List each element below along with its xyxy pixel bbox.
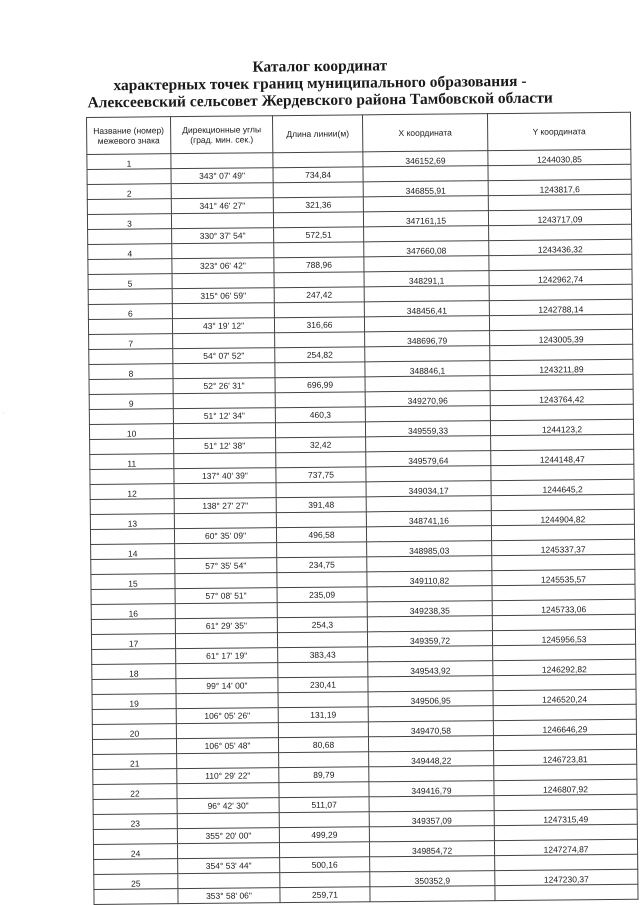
direction-angle: 341° 46' 27" <box>171 198 273 214</box>
line-length: 788,96 <box>274 257 364 273</box>
catalog-title <box>0 55 640 113</box>
empty-cell <box>493 644 636 660</box>
empty-cell <box>173 333 275 349</box>
line-length: 383,43 <box>278 647 368 663</box>
x-coordinate: 349470,58 <box>368 721 493 737</box>
direction-angle: 315° 06' 59" <box>172 288 274 304</box>
empty-cell <box>175 573 277 589</box>
y-coordinate: 1246807,92 <box>494 779 637 795</box>
empty-cell <box>92 649 176 665</box>
empty-cell <box>91 559 175 575</box>
empty-cell <box>363 166 488 182</box>
empty-cell <box>88 319 172 335</box>
empty-cell <box>273 212 363 228</box>
empty-cell <box>492 554 635 570</box>
line-length: 696,99 <box>275 377 365 393</box>
line-length: 247,42 <box>274 287 364 303</box>
empty-cell <box>89 379 173 395</box>
empty-cell <box>364 286 489 302</box>
empty-cell <box>94 859 178 875</box>
empty-cell <box>273 182 363 198</box>
empty-cell <box>177 753 279 769</box>
empty-cell <box>175 633 277 649</box>
direction-angle: 110° 29' 22" <box>177 768 279 784</box>
line-length: 496,58 <box>276 527 366 543</box>
empty-cell <box>368 676 493 692</box>
y-coordinate: 1245733,06 <box>492 599 635 615</box>
empty-cell <box>488 164 631 180</box>
y-coordinate: 1243764,42 <box>490 389 633 405</box>
empty-cell <box>87 169 171 185</box>
empty-cell <box>491 434 634 450</box>
x-coordinate: 348291,1 <box>364 271 489 287</box>
empty-cell <box>173 423 275 439</box>
empty-cell <box>89 409 173 425</box>
x-coordinate: 348846,1 <box>365 361 490 377</box>
empty-cell <box>369 826 494 842</box>
direction-angle: 354° 53' 44" <box>178 858 280 874</box>
y-coordinate: 1243005,39 <box>490 329 633 345</box>
x-coordinate: 348456,41 <box>364 301 489 317</box>
point-number: 24 <box>93 844 177 860</box>
point-number: 21 <box>93 754 177 770</box>
empty-cell <box>364 256 489 272</box>
empty-cell <box>172 303 274 319</box>
empty-cell <box>93 799 177 815</box>
x-coordinate: 348985,03 <box>367 541 492 557</box>
scan-margin-mark: · <box>2 410 5 417</box>
empty-cell <box>275 332 365 348</box>
line-length: 235,09 <box>277 587 367 603</box>
direction-angle: 330° 37' 54" <box>172 228 274 244</box>
x-coordinate: 346152,69 <box>363 151 488 167</box>
direction-angle: 96° 42' 30" <box>177 798 279 814</box>
empty-cell <box>369 766 494 782</box>
title-line-2: характерных точек границ муниципального образования - <box>113 72 527 95</box>
empty-cell <box>275 362 365 378</box>
point-number: 9 <box>89 394 173 410</box>
empty-cell <box>489 254 632 270</box>
empty-cell <box>493 674 636 690</box>
empty-cell <box>274 272 364 288</box>
direction-angle: 52° 26' 31" <box>173 378 275 394</box>
point-number: 12 <box>90 484 174 500</box>
x-coordinate: 348696,79 <box>365 331 490 347</box>
table-header-row <box>87 112 631 154</box>
empty-cell <box>364 226 489 242</box>
line-length: 321,36 <box>273 197 363 213</box>
empty-cell <box>490 374 633 390</box>
empty-cell <box>491 524 634 540</box>
x-coordinate: 346855,91 <box>363 181 488 197</box>
empty-cell <box>176 693 278 709</box>
empty-cell <box>173 393 275 409</box>
empty-cell <box>278 692 368 708</box>
empty-cell <box>90 469 174 485</box>
line-length: 734,84 <box>273 167 363 183</box>
empty-cell <box>366 526 491 542</box>
empty-cell <box>92 709 176 725</box>
empty-cell <box>88 289 172 305</box>
empty-cell <box>173 363 275 379</box>
x-coordinate: 349559,33 <box>365 421 490 437</box>
empty-cell <box>93 769 177 785</box>
empty-cell <box>171 153 273 169</box>
title-line-1: Каталог координат <box>252 57 388 76</box>
point-number: 5 <box>88 274 172 290</box>
empty-cell <box>87 199 171 215</box>
empty-cell <box>279 782 369 798</box>
empty-cell <box>494 794 637 810</box>
empty-cell <box>365 406 490 422</box>
line-length: 511,07 <box>279 797 369 813</box>
empty-cell <box>279 752 369 768</box>
empty-cell <box>365 346 490 362</box>
header-x: X координата <box>362 114 487 152</box>
header-length: Длина линии(м) <box>272 115 362 153</box>
y-coordinate: 1242962,74 <box>489 269 632 285</box>
empty-cell <box>491 464 634 480</box>
x-coordinate: 349506,95 <box>368 691 493 707</box>
direction-angle: 138° 27' 27" <box>174 498 276 514</box>
y-coordinate: 1246520,24 <box>493 689 636 705</box>
x-coordinate: 349110,82 <box>367 571 492 587</box>
line-length: 460,3 <box>275 407 365 423</box>
empty-cell <box>175 543 277 559</box>
y-coordinate: 1247315,49 <box>494 809 637 825</box>
empty-cell <box>490 344 633 360</box>
title-line-3: Алексеевский сельсовет Жердевского района Тамбовской области <box>87 89 553 112</box>
empty-cell <box>177 783 279 799</box>
x-coordinate: 349416,79 <box>369 781 494 797</box>
coordinates-table <box>86 112 639 905</box>
line-length: 89,79 <box>279 767 369 783</box>
line-length: 230,41 <box>278 677 368 693</box>
line-length: 254,3 <box>277 617 367 633</box>
line-length: 572,51 <box>274 227 364 243</box>
y-coordinate: 1246723,81 <box>494 749 637 765</box>
empty-cell <box>495 884 638 900</box>
empty-cell <box>489 224 632 240</box>
direction-angle: 61° 29' 35" <box>175 618 277 634</box>
empty-cell <box>93 829 177 845</box>
empty-cell <box>369 796 494 812</box>
empty-cell <box>92 679 176 695</box>
direction-angle: 43° 19' 12" <box>172 318 274 334</box>
empty-cell <box>174 513 276 529</box>
direction-angle: 137° 40' 39" <box>174 468 276 484</box>
point-number: 18 <box>92 664 176 680</box>
table-body <box>87 149 638 904</box>
empty-cell <box>368 706 493 722</box>
empty-cell <box>91 619 175 635</box>
x-coordinate: 349034,17 <box>366 481 491 497</box>
point-number: 1 <box>87 154 171 170</box>
y-coordinate: 1247230,37 <box>495 869 638 885</box>
line-length: 254,82 <box>275 347 365 363</box>
empty-cell <box>277 542 367 558</box>
empty-cell <box>364 316 489 332</box>
x-coordinate: 350352,9 <box>370 871 495 887</box>
empty-cell <box>90 529 174 545</box>
empty-cell <box>278 662 368 678</box>
direction-angle: 355° 20' 00" <box>177 828 279 844</box>
empty-cell <box>489 284 632 300</box>
direction-angle: 99° 14' 00" <box>176 678 278 694</box>
empty-cell <box>90 439 174 455</box>
x-coordinate: 349579,64 <box>366 451 491 467</box>
y-coordinate: 1246646,29 <box>493 719 636 735</box>
x-coordinate: 348741,16 <box>366 511 491 527</box>
y-coordinate: 1244645,2 <box>491 479 634 495</box>
y-coordinate: 1244148,47 <box>491 449 634 465</box>
line-length: 499,29 <box>279 827 369 843</box>
empty-cell <box>175 603 277 619</box>
empty-cell <box>363 196 488 212</box>
line-length: 131,19 <box>278 707 368 723</box>
empty-cell <box>176 723 278 739</box>
empty-cell <box>493 704 636 720</box>
line-length: 737,75 <box>276 467 366 483</box>
empty-cell <box>366 436 491 452</box>
empty-cell <box>370 856 495 872</box>
empty-cell <box>177 813 279 829</box>
empty-cell <box>488 194 631 210</box>
point-number: 7 <box>89 334 173 350</box>
point-number: 17 <box>91 634 175 650</box>
x-coordinate: 347660,08 <box>364 241 489 257</box>
y-coordinate: 1243211,89 <box>490 359 633 375</box>
x-coordinate: 349270,96 <box>365 391 490 407</box>
empty-cell <box>89 349 173 365</box>
empty-cell <box>277 602 367 618</box>
point-number: 25 <box>94 874 178 890</box>
y-coordinate: 1245337,37 <box>492 539 635 555</box>
x-coordinate: 349238,35 <box>367 601 492 617</box>
direction-angle: 353° 58' 06" <box>178 888 280 904</box>
empty-cell <box>365 376 490 392</box>
y-coordinate: 1242788,14 <box>489 299 632 315</box>
empty-cell <box>276 452 366 468</box>
empty-cell <box>94 889 178 905</box>
x-coordinate: 347161,15 <box>363 211 488 227</box>
point-number: 23 <box>93 814 177 830</box>
empty-cell <box>92 739 176 755</box>
direction-angle: 54° 07' 52" <box>173 348 275 364</box>
empty-cell <box>370 886 495 902</box>
empty-cell <box>88 229 172 245</box>
empty-cell <box>275 422 365 438</box>
point-number: 14 <box>91 544 175 560</box>
empty-cell <box>90 499 174 515</box>
empty-cell <box>178 873 280 889</box>
line-length: 32,42 <box>276 437 366 453</box>
empty-cell <box>366 496 491 512</box>
empty-cell <box>171 213 273 229</box>
empty-cell <box>171 183 273 199</box>
empty-cell <box>366 466 491 482</box>
point-number: 8 <box>89 364 173 380</box>
line-length: 259,71 <box>280 887 370 903</box>
y-coordinate: 1245956,53 <box>492 629 635 645</box>
x-coordinate: 349854,72 <box>369 841 494 857</box>
empty-cell <box>490 404 633 420</box>
line-length: 391,48 <box>276 497 366 513</box>
empty-cell <box>492 584 635 600</box>
empty-cell <box>91 589 175 605</box>
empty-cell <box>492 614 635 630</box>
y-coordinate: 1244123,2 <box>490 419 633 435</box>
point-number: 4 <box>88 244 172 260</box>
empty-cell <box>172 243 274 259</box>
empty-cell <box>276 512 366 528</box>
empty-cell <box>177 843 279 859</box>
point-number: 10 <box>89 424 173 440</box>
empty-cell <box>491 494 634 510</box>
direction-angle: 51° 12' 34" <box>173 408 275 424</box>
x-coordinate: 349359,72 <box>367 631 492 647</box>
empty-cell <box>279 812 369 828</box>
empty-cell <box>367 586 492 602</box>
empty-cell <box>279 842 369 858</box>
empty-cell <box>494 824 637 840</box>
point-number: 3 <box>87 214 171 230</box>
empty-cell <box>368 736 493 752</box>
empty-cell <box>495 854 638 870</box>
direction-angle: 106° 05' 26" <box>176 708 278 724</box>
direction-angle: 61° 17' 19" <box>176 648 278 664</box>
empty-cell <box>278 722 368 738</box>
point-number: 6 <box>88 304 172 320</box>
empty-cell <box>489 314 632 330</box>
empty-cell <box>273 152 363 168</box>
empty-cell <box>276 482 366 498</box>
empty-cell <box>493 734 636 750</box>
line-length: 234,75 <box>277 557 367 573</box>
point-number: 11 <box>90 454 174 470</box>
y-coordinate: 1245535,57 <box>492 569 635 585</box>
direction-angle: 106° 05' 48" <box>176 738 278 754</box>
header-name: Название (номер) межевого знака <box>87 117 171 155</box>
empty-cell <box>174 483 276 499</box>
point-number: 16 <box>91 604 175 620</box>
empty-cell <box>88 259 172 275</box>
y-coordinate: 1243817,6 <box>488 179 631 195</box>
direction-angle: 57° 08' 51" <box>175 588 277 604</box>
empty-cell <box>275 392 365 408</box>
empty-cell <box>277 572 367 588</box>
line-length: 316,66 <box>274 317 364 333</box>
empty-cell <box>172 273 274 289</box>
direction-angle: 57° 35' 54" <box>175 558 277 574</box>
header-y: Y координата <box>487 112 630 150</box>
y-coordinate: 1244904,82 <box>491 509 634 525</box>
point-number: 2 <box>87 184 171 200</box>
y-coordinate: 1246292,82 <box>493 659 636 675</box>
empty-cell <box>174 453 276 469</box>
direction-angle: 51° 12' 38" <box>174 438 276 454</box>
empty-cell <box>176 663 278 679</box>
empty-cell <box>494 764 637 780</box>
point-number: 13 <box>90 514 174 530</box>
y-coordinate: 1243436,32 <box>489 239 632 255</box>
point-number: 20 <box>92 724 176 740</box>
direction-angle: 60° 35' 09" <box>174 528 276 544</box>
empty-cell <box>274 302 364 318</box>
line-length: 80,68 <box>278 737 368 753</box>
point-number: 15 <box>91 574 175 590</box>
y-coordinate: 1247274,87 <box>494 839 637 855</box>
empty-cell <box>368 646 493 662</box>
y-coordinate: 1244030,85 <box>488 149 631 165</box>
header-angles: Дирекционные углы (град. мин. сек.) <box>171 116 273 154</box>
point-number: 22 <box>93 784 177 800</box>
x-coordinate: 349357,09 <box>369 811 494 827</box>
direction-angle: 323° 06' 42" <box>172 258 274 274</box>
direction-angle: 343° 07' 49" <box>171 168 273 184</box>
x-coordinate: 349543,92 <box>368 661 493 677</box>
empty-cell <box>274 242 364 258</box>
point-number: 19 <box>92 694 176 710</box>
y-coordinate: 1243717,09 <box>488 209 631 225</box>
empty-cell <box>367 616 492 632</box>
empty-cell <box>280 872 370 888</box>
empty-cell <box>277 632 367 648</box>
empty-cell <box>367 556 492 572</box>
coordinates-sheet <box>86 112 639 905</box>
line-length: 500,16 <box>280 857 370 873</box>
x-coordinate: 349448,22 <box>369 751 494 767</box>
